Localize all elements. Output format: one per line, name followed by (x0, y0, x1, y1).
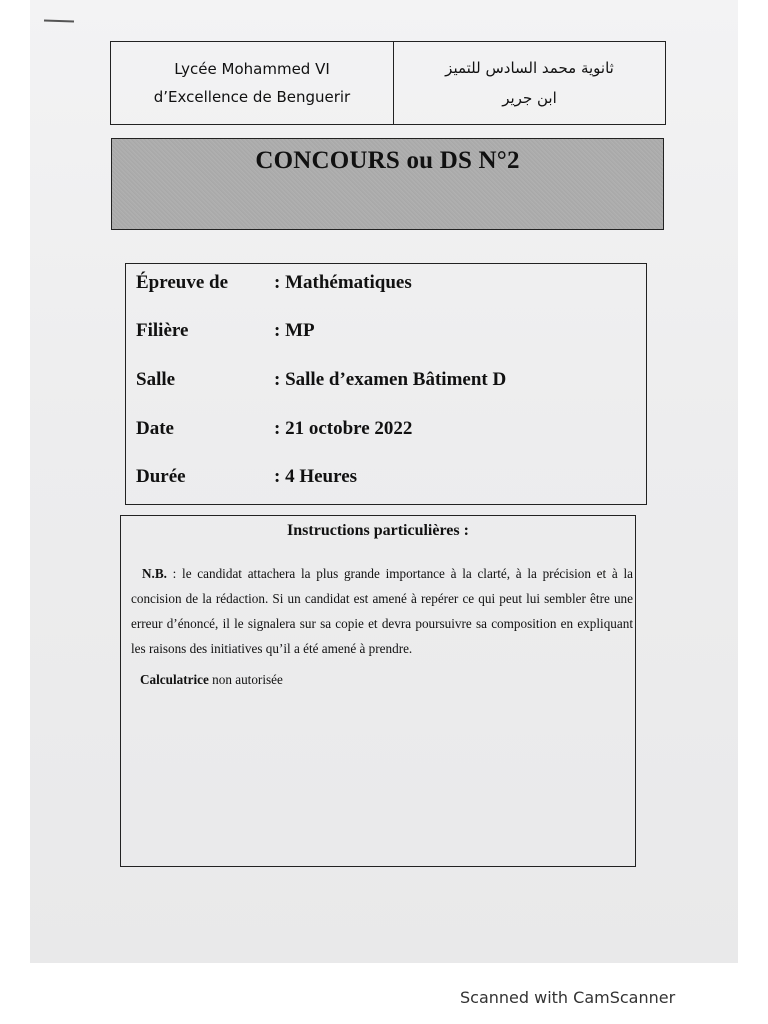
exam-title-banner (111, 138, 664, 230)
school-name-french (111, 42, 394, 124)
instructions-title: Instructions particulières : (287, 522, 469, 539)
info-label: Filière (136, 320, 189, 341)
school-header (110, 41, 666, 125)
info-label: Épreuve de (136, 272, 229, 293)
exam-info-box (125, 263, 647, 505)
calculator-note (140, 672, 283, 688)
info-value: : Mathématiques (274, 272, 412, 293)
instructions-paragraph (131, 561, 633, 661)
calculator-text: non autorisée (208, 672, 283, 687)
school-name-fr-line2: d’Excellence de Benguerir (153, 88, 351, 106)
info-value: : Salle d’examen Bâtiment D (274, 369, 507, 390)
school-name-ar-line1: ثانوية محمد السادس للتميز (445, 59, 614, 77)
info-row-track (126, 320, 646, 350)
exam-title: CONCOURS ou DS N°2 (255, 147, 520, 174)
info-value: : 21 octobre 2022 (274, 418, 413, 439)
info-label: Durée (136, 466, 186, 487)
info-value: : MP (274, 320, 315, 341)
scanner-watermark: Scanned with CamScanner (460, 988, 676, 1007)
calculator-label: Calculatrice (140, 672, 209, 687)
school-name-arabic (394, 42, 665, 124)
info-row-room (126, 369, 646, 399)
info-value: : 4 Heures (274, 466, 358, 487)
info-row-subject (126, 272, 646, 302)
instructions-box (120, 515, 636, 867)
info-label: Salle (136, 369, 176, 390)
school-name-ar-line2: ابن جرير (502, 89, 557, 107)
info-label: Date (136, 418, 174, 439)
nb-text: : le candidat attachera la plus grande importance à la clarté, à la précision et à la concision de la rédaction. Si un candidat est amené à repérer ce qui peut lui sembler être une erreur d’énoncé, il le signalera sur sa copie et devra poursuivre sa composition en expliquant les raisons des initiatives qu’il a été amené à prendre. (131, 566, 633, 656)
info-row-date (126, 418, 646, 448)
info-row-duration (126, 466, 646, 496)
school-name-fr-line1: Lycée Mohammed VI (174, 60, 330, 78)
nb-label: N.B. (142, 566, 167, 581)
